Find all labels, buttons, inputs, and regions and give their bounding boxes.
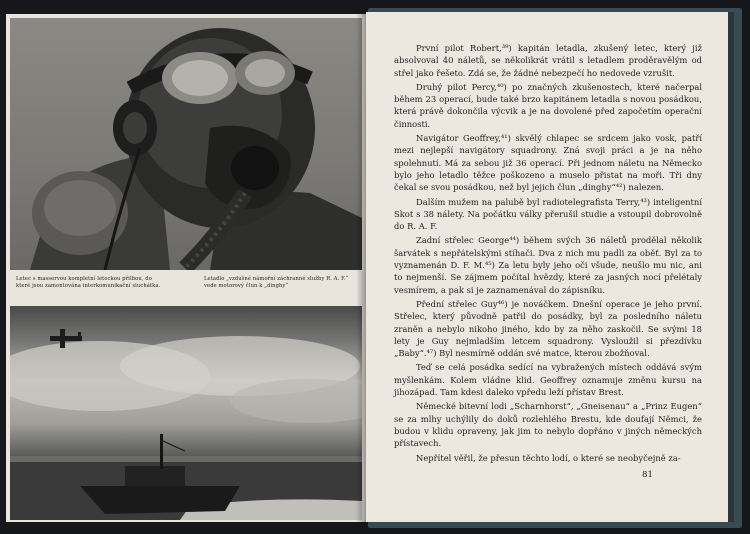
paragraph: Teď se celá posádka sedící na vybražených místech oddává svým myšlenkám. Kolem vládne klid. Geoffrey oznamuje změnu kursu na jihozápad. Tam kdesi daleko vpředu leží přístav Brest.: [394, 362, 702, 398]
book-edge: [728, 12, 734, 522]
right-page: [366, 12, 728, 522]
paragraph: Přední střelec Guy⁴⁶) je nováčkem. Dnešní operace je jeho první. Střelec, který původně patřil do posádky, byl za posledního náletu zraněn a nebylo nikoho jiného, kdo by za něho zaskočil. Se svými 18 lety je Guy nejmladším letcem squadrony. Vysloužil si přezdívku „Baby“.⁴⁷) Byl nesmírně oddán své matce, kterou zbožňoval.: [394, 298, 702, 359]
pilot-helmet-illustration: [10, 18, 362, 270]
left-page: [6, 14, 366, 522]
caption-left: Letec s masservou kompletní leteckou přilbou, do které jsou zamontována interkomunikační sluchátka.: [16, 276, 161, 289]
photo-rescue-boat: [10, 306, 362, 520]
paragraph: Nepřítel věřil, že přesun těchto lodí, o které se neobyčejně za-: [416, 452, 681, 463]
photo-pilot-helmet: [10, 18, 362, 270]
paragraph: Dalším mužem na palubě byl radiotelegrafista Terry,⁴³) inteligentní Skot s 38 nálety. Na počátku války přerušil studie a vstoupil dobrovolně do R. A. F.: [394, 196, 702, 232]
paragraph: Německé bitevní lodi „Scharnhorst“, „Gneisenau“ a „Prinz Eugen“ se za mlhy uchýlily do doků rozlehlého Brestu, kde doufají Němci, že budou v klidu opraveny, jak jim to nebylo dopřáno v jiných německých přístavech.: [394, 401, 702, 449]
paragraph: Zadní střelec George⁴⁴) během svých 36 náletů prodělal několik šarvátek s nepřátelskými stíhači. Dva z nich mu padli za oběť. Byl za to vyznamenán D. F. M.⁴⁵) Za letu byly jeho oči všude, neušlo mu nic, ani to nejmenší. Se zájmem počítal hvězdy, které za jasných nocí přelétaly vesmírem, a pak si je zaznamenával do zápisníku.: [394, 235, 702, 295]
sea-rescue-illustration: [10, 306, 362, 520]
page-number: 81: [642, 470, 653, 480]
body-text: [394, 42, 702, 466]
paragraph: První pilot Robert,³⁹) kapitán letadla, zkušený letec, který již absolvoval 40 náletů, se několikrát vrátil s letadlem proděravělým od střel jako řešeto. Zdá se, že žádné nebezpečí ho nedovede vzrušit.: [394, 43, 702, 78]
paragraph: Navigátor Geoffrey,⁴¹) skvělý chlapec se srdcem jako vosk, patří mezi nejlepší navigátory squadrony. Zná svoji práci a je na něho spolehnutí. Má za sebou již 36 operací. Při jednom náletu na Německo bylo jeho letadlo těžce poškozeno a muselo přistat na moři. Tři dny čekal se svou posádkou, než byl jejich člun „dinghy“⁴²) nalezen.: [394, 133, 702, 193]
caption-right: Letadlo „vzdušné námořní záchranné služby R. A. F.“ vede motorový člun k „dinghy“: [204, 276, 349, 289]
paragraph: Druhý pilot Percy,⁴⁰) po značných zkušenostech, které načerpal během 23 operací, bude také brzo kapitánem letadla s novou posádkou, která právě dokončila výcvik a je na dovolené před započetím operační činnosti.: [394, 81, 702, 129]
